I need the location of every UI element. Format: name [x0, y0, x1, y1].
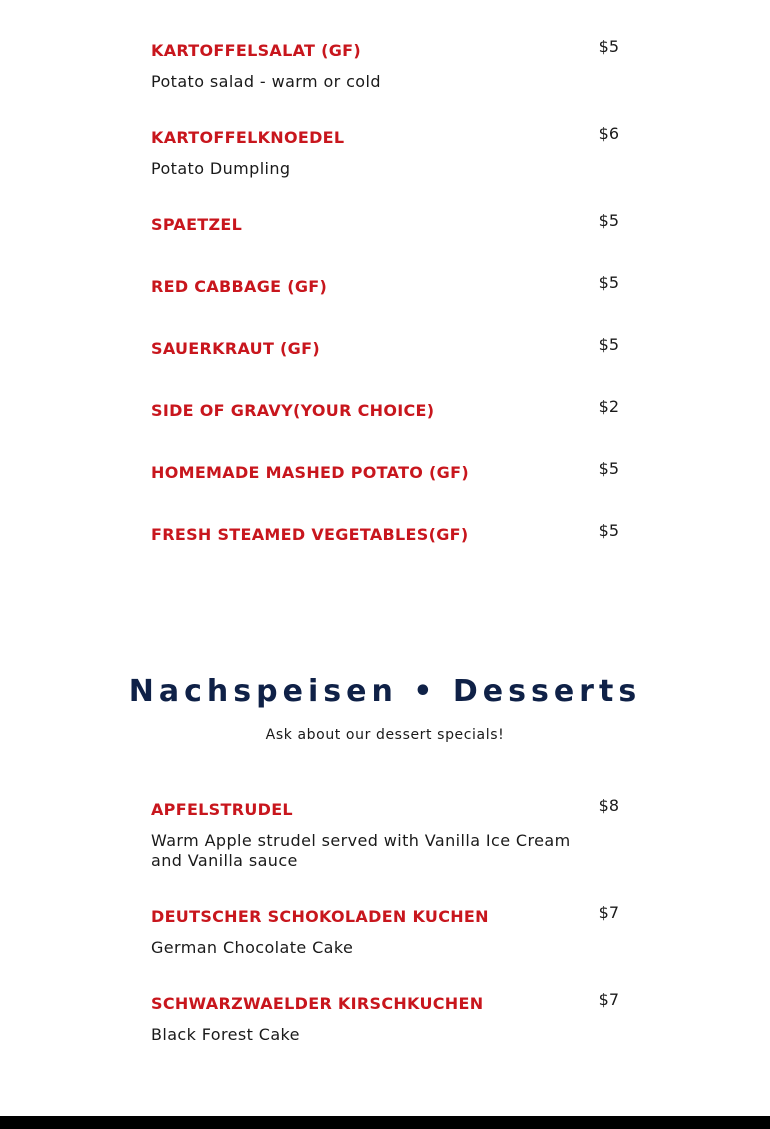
item-name: SCHWARZWAELDER KIRSCHKUCHEN — [151, 994, 484, 1013]
item-description: Potato Dumpling — [151, 159, 291, 178]
item-description: Warm Apple strudel served with Vanilla Ice Cream and Vanilla sauce — [151, 831, 571, 870]
item-price: $7 — [598, 903, 619, 922]
item-name: APFELSTRUDEL — [151, 800, 293, 819]
item-description: German Chocolate Cake — [151, 938, 354, 957]
item-name: HOMEMADE MASHED POTATO (GF) — [151, 463, 469, 482]
item-price: $2 — [598, 397, 619, 416]
item-price: $5 — [598, 459, 619, 478]
item-name: KARTOFFELSALAT (GF) — [151, 41, 361, 60]
item-name: DEUTSCHER SCHOKOLADEN KUCHEN — [151, 907, 489, 926]
item-price: $5 — [598, 335, 619, 354]
section-subtitle: Ask about our dessert specials! — [265, 727, 505, 743]
item-description: Black Forest Cake — [151, 1025, 300, 1044]
item-name: SIDE OF GRAVY(YOUR CHOICE) — [151, 401, 435, 420]
item-price: $7 — [598, 990, 619, 1009]
section-title: Nachspeisen • Desserts — [128, 674, 642, 709]
item-price: $5 — [598, 273, 619, 292]
footer-bar — [0, 1116, 770, 1129]
item-name: SAUERKRAUT (GF) — [151, 339, 320, 358]
item-price: $5 — [598, 211, 619, 230]
item-price: $5 — [598, 521, 619, 540]
item-description: Potato salad - warm or cold — [151, 72, 381, 91]
item-name: FRESH STEAMED VEGETABLES(GF) — [151, 525, 469, 544]
item-name: KARTOFFELKNOEDEL — [151, 128, 345, 147]
item-price: $5 — [598, 37, 619, 56]
item-price: $8 — [598, 796, 619, 815]
item-name: RED CABBAGE (GF) — [151, 277, 328, 296]
item-name: SPAETZEL — [151, 215, 243, 234]
item-price: $6 — [598, 124, 619, 143]
